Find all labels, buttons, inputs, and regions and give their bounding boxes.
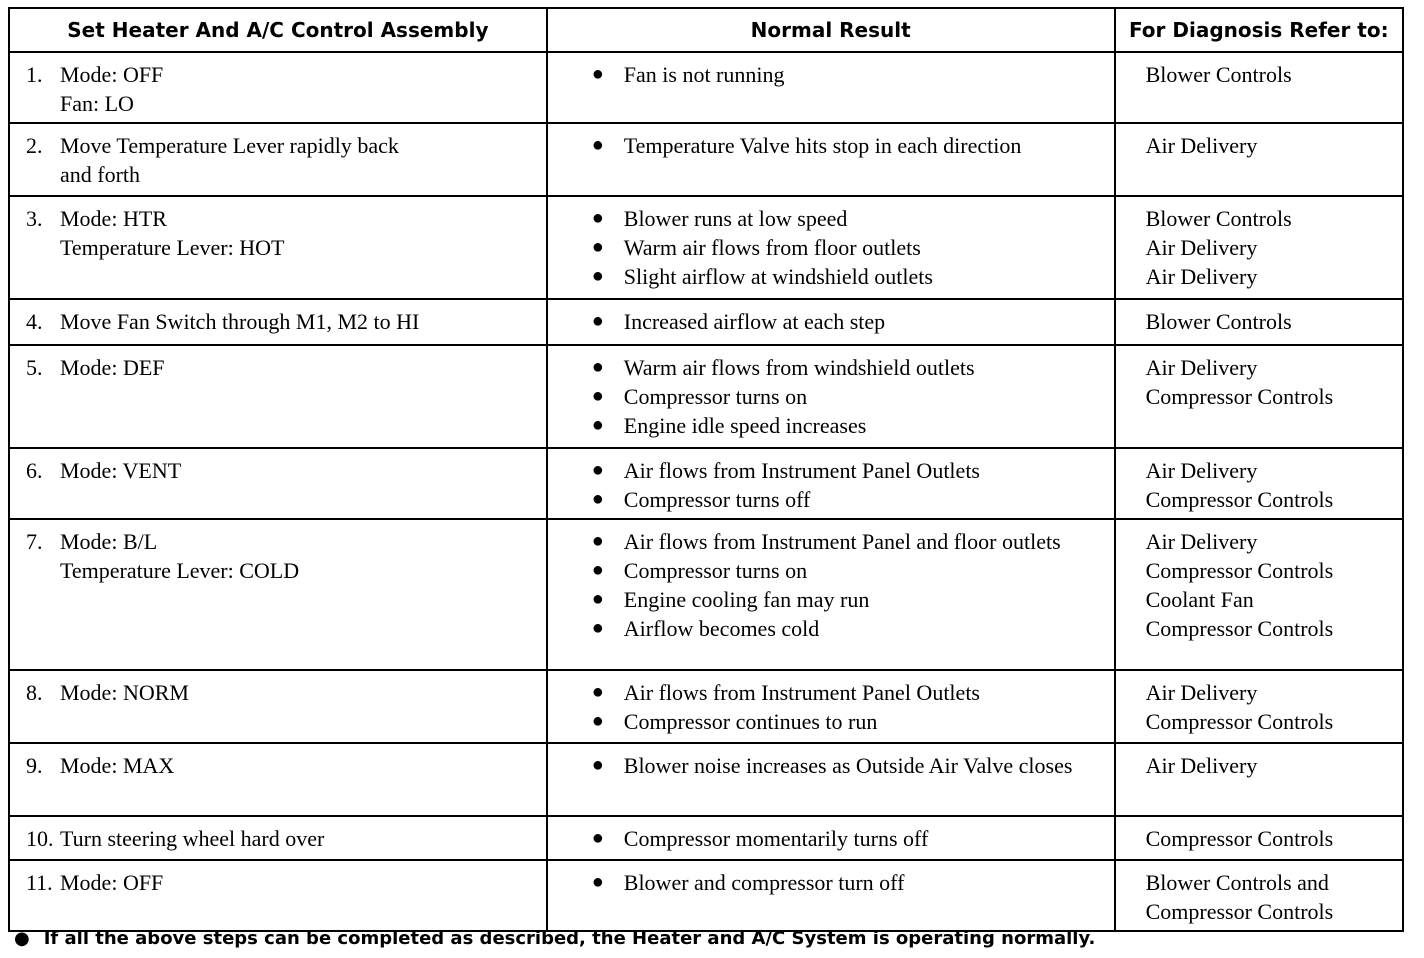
step-number: 3. — [26, 206, 43, 231]
step-number: 7. — [26, 529, 43, 554]
step-number: 11. — [26, 870, 53, 895]
result-item — [592, 485, 1110, 514]
bullet-icon: ● — [591, 871, 604, 893]
bullet-icon: ● — [591, 310, 604, 332]
diagnosis-ref: Compressor Controls — [1145, 558, 1334, 583]
result-item — [592, 707, 1110, 736]
step-text: Mode: B/L Temperature Lever: COLD — [60, 529, 300, 583]
result-item — [592, 262, 1110, 291]
result-text: Temperature Valve hits stop in each direction — [623, 133, 1022, 158]
result-text: Blower runs at low speed — [623, 206, 848, 231]
step-text: Mode: MAX — [60, 753, 175, 778]
step-number: 9. — [26, 753, 43, 778]
bullet-icon: ● — [591, 356, 604, 378]
result-item — [592, 60, 1110, 89]
diagnosis-ref: Compressor Controls — [1145, 487, 1334, 512]
result-item — [592, 824, 1110, 853]
result-item — [592, 307, 1110, 336]
step-number: 10. — [26, 826, 54, 851]
result-text: Air flows from Instrument Panel Outlets — [623, 458, 980, 483]
result-item — [592, 556, 1110, 585]
bullet-icon: ● — [591, 530, 604, 552]
result-cell — [547, 52, 1115, 123]
step-text: Mode: OFF Fan: LO — [60, 62, 164, 116]
diagnosis-ref: Compressor Controls — [1145, 899, 1334, 924]
table-row — [9, 196, 1403, 299]
diagnosis-cell — [1115, 345, 1403, 448]
result-item — [592, 527, 1110, 556]
bullet-icon: ● — [591, 559, 604, 581]
result-text: Airflow becomes cold — [623, 616, 820, 641]
diagnosis-cell — [1115, 670, 1403, 743]
result-item — [592, 131, 1110, 160]
result-text: Slight airflow at windshield outlets — [623, 264, 933, 289]
bullet-icon: ● — [591, 265, 604, 287]
result-item — [592, 204, 1110, 233]
step-cell — [9, 743, 547, 816]
result-cell — [547, 816, 1115, 860]
step-cell — [9, 299, 547, 345]
table-row — [9, 519, 1403, 670]
bullet-icon: ● — [591, 207, 604, 229]
table-row — [9, 123, 1403, 196]
step-text: Mode: HTR Temperature Lever: HOT — [60, 206, 285, 260]
table-row — [9, 448, 1403, 519]
step-text: Turn steering wheel hard over — [60, 826, 325, 851]
diagnosis-ref: Air Delivery — [1145, 753, 1258, 778]
step-cell — [9, 196, 547, 299]
step-text: Move Temperature Lever rapidly back and forth — [60, 133, 399, 187]
diagnosis-cell — [1115, 743, 1403, 816]
diagnosis-ref: Blower Controls and — [1145, 870, 1329, 895]
result-cell — [547, 299, 1115, 345]
result-cell — [547, 670, 1115, 743]
table-header-row — [9, 8, 1403, 52]
step-number: 6. — [26, 458, 43, 483]
result-text: Warm air flows from floor outlets — [623, 235, 921, 260]
result-item — [592, 868, 1110, 897]
table-row — [9, 670, 1403, 743]
result-cell — [547, 123, 1115, 196]
diagnosis-cell — [1115, 448, 1403, 519]
step-number: 5. — [26, 355, 43, 380]
step-text: Mode: VENT — [60, 458, 182, 483]
bullet-icon: ● — [591, 754, 604, 776]
step-cell — [9, 448, 547, 519]
diagnosis-ref: Blower Controls — [1145, 309, 1292, 334]
result-text: Blower and compressor turn off — [623, 870, 905, 895]
bullet-icon: ● — [591, 63, 604, 85]
result-text: Compressor continues to run — [623, 709, 878, 734]
result-item — [592, 678, 1110, 707]
result-cell — [547, 345, 1115, 448]
bullet-icon: ● — [591, 236, 604, 258]
step-cell — [9, 670, 547, 743]
diagnosis-ref: Air Delivery — [1145, 264, 1258, 289]
result-text: Compressor turns on — [623, 558, 808, 583]
footnote-text: If all the above steps can be completed as described, the Heater and A/C System is operating normally. — [43, 928, 1096, 949]
result-item — [592, 585, 1110, 614]
table-body — [9, 52, 1403, 931]
footnote — [14, 928, 1095, 949]
diagnosis-ref: Coolant Fan — [1145, 587, 1254, 612]
diagnosis-ref: Air Delivery — [1145, 133, 1258, 158]
diagnosis-ref: Compressor Controls — [1145, 384, 1334, 409]
step-number: 4. — [26, 309, 43, 334]
table-row — [9, 345, 1403, 448]
result-item — [592, 751, 1110, 780]
step-text: Mode: OFF — [60, 870, 164, 895]
result-item — [592, 456, 1110, 485]
diagnosis-ref: Air Delivery — [1145, 235, 1258, 260]
result-item — [592, 382, 1110, 411]
table-row — [9, 816, 1403, 860]
bullet-icon: ● — [591, 414, 604, 436]
result-cell — [547, 743, 1115, 816]
diagnostic-table — [8, 7, 1404, 932]
diagnosis-ref: Air Delivery — [1145, 529, 1258, 554]
table-row — [9, 299, 1403, 345]
result-text: Air flows from Instrument Panel and floor outlets — [623, 529, 1061, 554]
result-cell — [547, 860, 1115, 931]
bullet-icon: ● — [14, 928, 30, 949]
result-item — [592, 233, 1110, 262]
result-text: Engine cooling fan may run — [623, 587, 870, 612]
diagnosis-cell — [1115, 52, 1403, 123]
step-text: Mode: NORM — [60, 680, 189, 705]
table-row — [9, 860, 1403, 931]
diagnosis-ref: Compressor Controls — [1145, 826, 1334, 851]
result-text: Blower noise increases as Outside Air Valve closes — [623, 753, 1073, 778]
step-cell — [9, 123, 547, 196]
diagnosis-cell — [1115, 860, 1403, 931]
step-cell — [9, 345, 547, 448]
diagnosis-ref: Air Delivery — [1145, 458, 1258, 483]
bullet-icon: ● — [591, 681, 604, 703]
result-text: Compressor turns off — [623, 487, 811, 512]
step-text: Mode: DEF — [60, 355, 165, 380]
header-result: Normal Result — [547, 8, 1115, 52]
header-assembly: Set Heater And A/C Control Assembly — [9, 8, 547, 52]
diagnosis-ref: Compressor Controls — [1145, 709, 1334, 734]
step-cell — [9, 519, 547, 670]
bullet-icon: ● — [591, 710, 604, 732]
result-cell — [547, 196, 1115, 299]
diagnosis-ref: Blower Controls — [1145, 206, 1292, 231]
bullet-icon: ● — [591, 827, 604, 849]
bullet-icon: ● — [591, 588, 604, 610]
diagnosis-ref: Compressor Controls — [1145, 616, 1334, 641]
bullet-icon: ● — [591, 459, 604, 481]
diagnosis-cell — [1115, 123, 1403, 196]
bullet-icon: ● — [591, 488, 604, 510]
diagnosis-cell — [1115, 519, 1403, 670]
diagnosis-ref: Air Delivery — [1145, 680, 1258, 705]
step-cell — [9, 816, 547, 860]
table-row — [9, 52, 1403, 123]
result-text: Increased airflow at each step — [623, 309, 886, 334]
step-number: 8. — [26, 680, 43, 705]
diagnosis-ref: Air Delivery — [1145, 355, 1258, 380]
result-text: Fan is not running — [623, 62, 785, 87]
bullet-icon: ● — [591, 617, 604, 639]
result-item — [592, 411, 1110, 440]
bullet-icon: ● — [591, 134, 604, 156]
header-diagnosis: For Diagnosis Refer to: — [1115, 8, 1403, 52]
table-row — [9, 743, 1403, 816]
result-cell — [547, 519, 1115, 670]
bullet-icon: ● — [591, 385, 604, 407]
result-text: Compressor turns on — [623, 384, 808, 409]
result-cell — [547, 448, 1115, 519]
diagnosis-cell — [1115, 196, 1403, 299]
result-item — [592, 614, 1110, 643]
result-text: Warm air flows from windshield outlets — [623, 355, 975, 380]
diagnosis-cell — [1115, 816, 1403, 860]
diagnosis-cell — [1115, 299, 1403, 345]
result-text: Air flows from Instrument Panel Outlets — [623, 680, 980, 705]
result-text: Compressor momentarily turns off — [623, 826, 929, 851]
step-cell — [9, 860, 547, 931]
result-item — [592, 353, 1110, 382]
result-text: Engine idle speed increases — [623, 413, 867, 438]
step-cell — [9, 52, 547, 123]
step-text: Move Fan Switch through M1, M2 to HI — [60, 309, 420, 334]
step-number: 2. — [26, 133, 43, 158]
diagnosis-ref: Blower Controls — [1145, 62, 1292, 87]
step-number: 1. — [26, 62, 43, 87]
